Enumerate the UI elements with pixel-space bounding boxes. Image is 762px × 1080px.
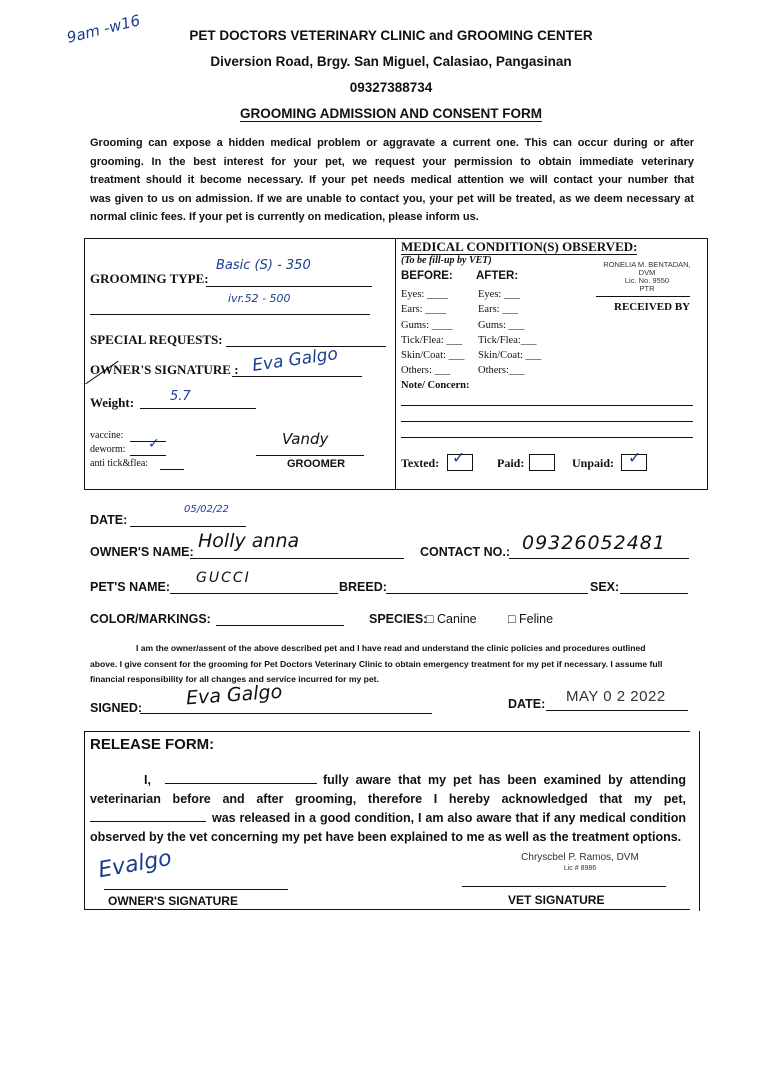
fill-note: (To be fill-up by VET)	[401, 255, 492, 266]
sign-date-stamp: MAY 0 2 2022	[566, 688, 666, 705]
release-vet-sig-label: VET SIGNATURE	[508, 893, 605, 907]
signed-line	[140, 713, 432, 714]
signed-value: Eva Galgo	[185, 680, 283, 710]
grooming-type-value-2: ivr.52 - 500	[228, 292, 291, 305]
vet-stamp	[602, 261, 692, 293]
contact-value: 09326052481	[522, 532, 666, 554]
received-by-label: RECEIVED BY	[614, 301, 691, 313]
panel-divider	[395, 238, 396, 489]
unpaid-check-mark: ✓	[628, 448, 642, 467]
check-before-item: Skin/Coat: ___	[401, 350, 465, 362]
check-after-item: Skin/Coat: ___	[478, 350, 542, 362]
sex-label: SEX:	[590, 580, 620, 594]
release-right-border	[699, 731, 700, 911]
deworm-check: ✓	[148, 436, 160, 452]
texted-label: Texted:	[401, 456, 440, 470]
release-paragraph	[90, 771, 686, 847]
intro-line: normal clinic fees. If your pet is currently on medication, please inform us.	[90, 211, 479, 223]
date-line	[130, 526, 246, 527]
release-left-border	[84, 731, 85, 909]
deworm-label: deworm:	[90, 444, 126, 455]
release-vet-sig-line	[462, 886, 666, 887]
special-requests-label: SPECIAL REQUESTS:	[90, 332, 223, 347]
release-line: veterinarian before and after grooming, therefore I hereby acknowledged that my pet,	[90, 792, 686, 806]
check-before-item: Tick/Flea: ___	[401, 334, 463, 346]
note-line	[401, 421, 693, 422]
owner-name-value: Holly anna	[198, 530, 300, 552]
release-vet-stamp	[520, 852, 640, 874]
intro-line: was given to us on admission. If we are unable to contact you, your pet will be treated, as we deem necessary at	[90, 192, 694, 205]
owner-signature-line	[232, 376, 362, 377]
sign-date-line	[546, 710, 688, 711]
note-line	[401, 437, 693, 438]
consent-line: financial responsibility for all changes and service incurred for my pet.	[90, 674, 379, 684]
vet-stamp-ptr: PTR	[639, 284, 655, 293]
texted-check-mark: ✓	[452, 448, 466, 467]
vet-stamp-lic: Lic. No. 9550	[624, 276, 670, 285]
contact-line	[509, 558, 689, 559]
grooming-type-label: GROOMING TYPE:	[90, 271, 209, 286]
release-bottom-border	[84, 909, 690, 910]
groomer-line	[256, 455, 364, 456]
intro-line: treatment should it become necessary. If your pet needs medical attention we will contact your number that	[90, 174, 694, 186]
antitick-line	[160, 469, 184, 470]
date-value: 05/02/22	[184, 504, 229, 515]
note-line	[401, 405, 693, 406]
grooming-type-line	[206, 286, 372, 287]
weight-value: 5.7	[170, 389, 191, 404]
checks-after-list	[478, 287, 541, 379]
note-label: Note/ Concern:	[401, 380, 470, 391]
species-canine-option[interactable]: □ Canine	[426, 612, 477, 626]
sign-date-label: DATE:	[508, 697, 546, 711]
medical-title: MEDICAL CONDITION(S) OBSERVED:	[401, 239, 638, 254]
groomer-label: GROOMER	[287, 458, 346, 470]
check-after-item: Ears: ___	[478, 304, 518, 316]
release-owner-signature: Evalgo	[96, 845, 174, 884]
release-line: was released in a good condition, I am also aware that if any medical condition	[90, 809, 686, 828]
intro-line: Grooming can expose a hidden medical problem or aggravate a current one. This can occur during or after	[90, 137, 694, 149]
species-label: SPECIES:	[369, 612, 428, 626]
clinic-name: PET DOCTORS VETERINARY CLINIC and GROOMING CENTER	[189, 28, 593, 43]
received-line	[596, 296, 690, 297]
release-top-border	[84, 731, 690, 732]
consent-line: above. I give consent for the grooming for Pet Doctors Veterinary Clinic to obtain emergency treatment for my pet if necessary. I assume full	[90, 658, 663, 669]
grooming-type-value: Basic (S) - 350	[216, 258, 311, 273]
consent-line: I am the owner/assent of the above described pet and I have read and understand the clinic policies and procedures outlined	[136, 643, 646, 653]
check-before-item: Ears: ____	[401, 304, 447, 316]
check-after-item: Tick/Flea:___	[478, 334, 537, 346]
clinic-phone: 09327388734	[349, 80, 433, 95]
check-before-item: Eyes: ____	[401, 289, 448, 300]
signed-label: SIGNED:	[90, 701, 143, 715]
release-title: RELEASE FORM:	[90, 736, 215, 753]
release-owner-sig-line	[104, 889, 288, 890]
consent-paragraph	[90, 641, 690, 688]
owner-signature-value: Eva Galgo	[251, 344, 340, 376]
release-line: I, fully aware that my pet has been examined by attending	[144, 773, 686, 787]
intro-paragraph	[90, 134, 694, 227]
check-after-item: Others:___	[478, 365, 525, 377]
grooming-type-line-2	[90, 314, 370, 315]
weight-label: Weight:	[90, 395, 135, 410]
vet-stamp-name: RONELIA M. BENTADAN, DVM	[603, 260, 691, 277]
release-owner-sig-label: OWNER'S SIGNATURE	[108, 894, 238, 908]
species-feline-option[interactable]: □ Feline	[508, 612, 554, 626]
pet-name-value: GUCCI	[196, 570, 251, 586]
pet-name-line	[170, 593, 338, 594]
check-after-item: Gums: ___	[478, 319, 525, 331]
weight-line	[140, 408, 256, 409]
breed-line	[386, 593, 588, 594]
deworm-line	[130, 455, 166, 456]
release-pet-blank	[90, 809, 206, 822]
color-line	[216, 625, 344, 626]
check-before-item: Gums: ____	[401, 319, 453, 331]
antitick-label: anti tick&flea:	[90, 458, 149, 469]
clinic-address: Diversion Road, Brgy. San Miguel, Calasiao, Pangasinan	[210, 54, 572, 69]
unpaid-label: Unpaid:	[572, 456, 615, 470]
release-vet-stamp-lic: Lic # 8986	[563, 865, 597, 872]
handwritten-time-note: 9am -w16	[64, 11, 142, 47]
release-line: observed by the vet concerning my pet have been explained to me as well as the treatment options.	[90, 830, 682, 844]
release-vet-stamp-name: Chryscbel P. Ramos, DVM	[521, 852, 639, 863]
groomer-name: Vandy	[282, 430, 329, 448]
special-requests-line	[226, 346, 386, 347]
breed-label: BREED:	[339, 580, 387, 594]
release-name-blank	[165, 771, 317, 784]
paid-label: Paid:	[497, 456, 525, 470]
owner-signature-label: OWNER'S SIGNATURE :	[90, 362, 239, 377]
check-before-item: Others: ___	[401, 365, 451, 377]
before-label: BEFORE:	[401, 270, 453, 282]
contact-label: CONTACT NO.:	[420, 545, 511, 559]
owner-name-line	[190, 558, 404, 559]
owner-name-label: OWNER'S NAME:	[90, 545, 194, 559]
vaccine-label: vaccine:	[90, 430, 124, 441]
checks-before-list	[401, 287, 464, 379]
check-after-item: Eyes: ___	[478, 289, 520, 300]
color-label: COLOR/MARKINGS:	[90, 612, 211, 626]
date-label: DATE:	[90, 513, 128, 527]
intro-line: grooming. In the best interest for your pet, we request your permission to obtain immediate veterinary	[90, 155, 694, 168]
paid-checkbox[interactable]	[529, 454, 555, 471]
form-title: GROOMING ADMISSION AND CONSENT FORM	[240, 106, 542, 121]
sex-line	[620, 593, 688, 594]
pet-name-label: PET'S NAME:	[90, 580, 171, 594]
after-label: AFTER:	[476, 270, 519, 282]
